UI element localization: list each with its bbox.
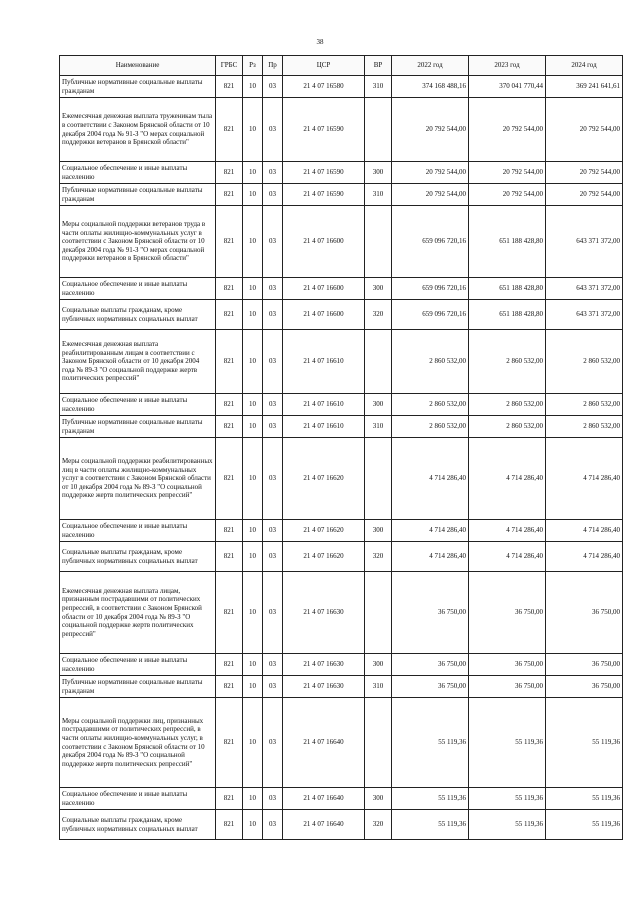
row-grbs: 821	[216, 654, 243, 676]
row-2022: 36 750,00	[392, 654, 469, 676]
table-row	[60, 184, 623, 206]
row-vr: 300	[365, 162, 392, 184]
row-csr: 21 4 07 16580	[283, 76, 365, 98]
row-name: Меры социальной поддержки лиц, признанных пострадавшими от политических репрессий, в части оплаты жилищно-коммунальных услуг, в соответствии с Законом Брянской области от 10 декабря 2004 года № 89-З "О социальной поддержке жертв политических репрессий"	[60, 698, 216, 788]
row-2022: 659 096 720,16	[392, 278, 469, 300]
row-csr: 21 4 07 16600	[283, 206, 365, 278]
row-name: Ежемесячная денежная выплата труженикам тыла в соответствии с Законом Брянской области от 10 декабря 2004 года № 91-З "О мерах социальной поддержки ветеранов в Брянской области"	[60, 98, 216, 162]
row-pr: 03	[263, 76, 283, 98]
row-2023: 4 714 286,40	[469, 542, 546, 572]
row-vr: 310	[365, 676, 392, 698]
row-2023: 2 860 532,00	[469, 416, 546, 438]
row-pr: 03	[263, 788, 283, 810]
row-grbs: 821	[216, 438, 243, 520]
row-pr: 03	[263, 698, 283, 788]
table-row	[60, 542, 623, 572]
row-vr: 310	[365, 184, 392, 206]
row-csr: 21 4 07 16590	[283, 184, 365, 206]
table-row	[60, 394, 623, 416]
row-2024: 55 119,36	[546, 698, 623, 788]
row-2023: 651 188 428,80	[469, 300, 546, 330]
row-csr: 21 4 07 16640	[283, 810, 365, 840]
row-2024: 20 792 544,00	[546, 184, 623, 206]
row-2022: 4 714 286,40	[392, 542, 469, 572]
row-vr	[365, 330, 392, 394]
row-2024: 4 714 286,40	[546, 520, 623, 542]
row-name: Публичные нормативные социальные выплаты гражданам	[60, 76, 216, 98]
row-csr: 21 4 07 16610	[283, 330, 365, 394]
row-rz: 10	[243, 654, 263, 676]
row-grbs: 821	[216, 162, 243, 184]
row-name: Меры социальной поддержки ветеранов труда в части оплаты жилищно-коммунальных услуг в соответствии с Законом Брянской области от 10 декабря 2004 года № 91-З "О мерах социальной поддержки ветеранов в Брянской области"	[60, 206, 216, 278]
row-2024: 20 792 544,00	[546, 98, 623, 162]
row-2022: 55 119,36	[392, 810, 469, 840]
row-pr: 03	[263, 810, 283, 840]
table-row	[60, 438, 623, 520]
row-2022: 659 096 720,16	[392, 300, 469, 330]
table-row	[60, 330, 623, 394]
header-2024: 2024 год	[546, 56, 623, 76]
row-rz: 10	[243, 330, 263, 394]
row-pr: 03	[263, 184, 283, 206]
row-name: Социальное обеспечение и иные выплаты населению	[60, 394, 216, 416]
row-name: Социальное обеспечение и иные выплаты населению	[60, 520, 216, 542]
row-2023: 370 041 770,44	[469, 76, 546, 98]
page-number: 38	[316, 38, 324, 46]
row-grbs: 821	[216, 698, 243, 788]
row-vr: 300	[365, 394, 392, 416]
row-2024: 643 371 372,00	[546, 300, 623, 330]
row-pr: 03	[263, 162, 283, 184]
row-pr: 03	[263, 206, 283, 278]
header-name: Наименование	[60, 56, 216, 76]
row-pr: 03	[263, 438, 283, 520]
row-name: Социальные выплаты гражданам, кроме публичных нормативных социальных выплат	[60, 810, 216, 840]
table-row	[60, 676, 623, 698]
row-2024: 2 860 532,00	[546, 330, 623, 394]
header-2022: 2022 год	[392, 56, 469, 76]
row-2024: 4 714 286,40	[546, 438, 623, 520]
table-row	[60, 654, 623, 676]
row-vr	[365, 206, 392, 278]
table-row	[60, 76, 623, 98]
row-2022: 4 714 286,40	[392, 520, 469, 542]
row-2023: 36 750,00	[469, 572, 546, 654]
row-grbs: 821	[216, 330, 243, 394]
row-rz: 10	[243, 394, 263, 416]
row-2024: 36 750,00	[546, 654, 623, 676]
row-pr: 03	[263, 278, 283, 300]
row-csr: 21 4 07 16630	[283, 654, 365, 676]
row-2022: 20 792 544,00	[392, 184, 469, 206]
header-pr: Пр	[263, 56, 283, 76]
row-rz: 10	[243, 542, 263, 572]
row-vr: 310	[365, 76, 392, 98]
row-2023: 4 714 286,40	[469, 520, 546, 542]
row-2022: 55 119,36	[392, 788, 469, 810]
row-2023: 55 119,36	[469, 810, 546, 840]
row-2024: 2 860 532,00	[546, 416, 623, 438]
row-rz: 10	[243, 98, 263, 162]
row-rz: 10	[243, 76, 263, 98]
table-row	[60, 98, 623, 162]
row-grbs: 821	[216, 278, 243, 300]
row-csr: 21 4 07 16590	[283, 162, 365, 184]
row-grbs: 821	[216, 542, 243, 572]
row-name: Социальные выплаты гражданам, кроме публичных нормативных социальных выплат	[60, 300, 216, 330]
row-2022: 36 750,00	[392, 676, 469, 698]
row-2022: 2 860 532,00	[392, 394, 469, 416]
row-name: Меры социальной поддержки реабилитированных лиц в части оплаты жилищно-коммунальных услуг в соответствии с Законом Брянской области от 10 декабря 2004 года № 89-З "О социальной поддержке жертв политических репрессий"	[60, 438, 216, 520]
row-grbs: 821	[216, 184, 243, 206]
row-2023: 651 188 428,80	[469, 278, 546, 300]
row-2023: 36 750,00	[469, 654, 546, 676]
row-name: Публичные нормативные социальные выплаты гражданам	[60, 184, 216, 206]
row-grbs: 821	[216, 206, 243, 278]
row-2022: 36 750,00	[392, 572, 469, 654]
row-2022: 2 860 532,00	[392, 330, 469, 394]
table-row	[60, 206, 623, 278]
row-pr: 03	[263, 300, 283, 330]
row-name: Социальные выплаты гражданам, кроме публичных нормативных социальных выплат	[60, 542, 216, 572]
row-2024: 643 371 372,00	[546, 206, 623, 278]
header-rz: Рз	[243, 56, 263, 76]
row-2022: 20 792 544,00	[392, 162, 469, 184]
row-rz: 10	[243, 676, 263, 698]
row-pr: 03	[263, 676, 283, 698]
row-2024: 55 119,36	[546, 788, 623, 810]
row-2024: 36 750,00	[546, 572, 623, 654]
row-vr: 300	[365, 520, 392, 542]
row-grbs: 821	[216, 572, 243, 654]
row-name: Социальное обеспечение и иные выплаты населению	[60, 654, 216, 676]
row-grbs: 821	[216, 676, 243, 698]
header-2023: 2023 год	[469, 56, 546, 76]
row-2023: 20 792 544,00	[469, 184, 546, 206]
row-2023: 4 714 286,40	[469, 438, 546, 520]
row-pr: 03	[263, 520, 283, 542]
row-rz: 10	[243, 300, 263, 330]
budget-table	[59, 55, 623, 840]
row-2023: 36 750,00	[469, 676, 546, 698]
row-2023: 2 860 532,00	[469, 330, 546, 394]
table-header-row	[60, 56, 623, 76]
row-pr: 03	[263, 654, 283, 676]
row-grbs: 821	[216, 300, 243, 330]
row-rz: 10	[243, 438, 263, 520]
row-grbs: 821	[216, 788, 243, 810]
row-name: Ежемесячная денежная выплата реабилитированным лицам в соответствии с Законом Брянской области от 10 декабря 2004 года № 89-З "О социальной поддержке жертв политических репрессий"	[60, 330, 216, 394]
row-vr: 300	[365, 654, 392, 676]
table-row	[60, 300, 623, 330]
row-csr: 21 4 07 16590	[283, 98, 365, 162]
row-2024: 2 860 532,00	[546, 394, 623, 416]
table-row	[60, 810, 623, 840]
row-csr: 21 4 07 16620	[283, 438, 365, 520]
table-row	[60, 698, 623, 788]
row-csr: 21 4 07 16600	[283, 300, 365, 330]
row-pr: 03	[263, 542, 283, 572]
row-rz: 10	[243, 788, 263, 810]
row-vr: 300	[365, 788, 392, 810]
row-csr: 21 4 07 16640	[283, 698, 365, 788]
table-row	[60, 162, 623, 184]
row-2023: 20 792 544,00	[469, 162, 546, 184]
row-pr: 03	[263, 330, 283, 394]
row-pr: 03	[263, 98, 283, 162]
header-csr: ЦСР	[283, 56, 365, 76]
row-rz: 10	[243, 206, 263, 278]
row-grbs: 821	[216, 98, 243, 162]
row-vr: 320	[365, 810, 392, 840]
row-2022: 4 714 286,40	[392, 438, 469, 520]
row-csr: 21 4 07 16640	[283, 788, 365, 810]
row-pr: 03	[263, 394, 283, 416]
row-rz: 10	[243, 572, 263, 654]
row-2023: 55 119,36	[469, 698, 546, 788]
row-vr	[365, 438, 392, 520]
row-2024: 643 371 372,00	[546, 278, 623, 300]
row-2024: 55 119,36	[546, 810, 623, 840]
row-grbs: 821	[216, 76, 243, 98]
row-2024: 36 750,00	[546, 676, 623, 698]
row-rz: 10	[243, 278, 263, 300]
row-vr	[365, 698, 392, 788]
row-pr: 03	[263, 572, 283, 654]
row-vr: 320	[365, 542, 392, 572]
header-grbs: ГРБС	[216, 56, 243, 76]
row-name: Ежемесячная денежная выплата лицам, признанным пострадавшими от политических репрессий, в соответствии с Законом Брянской области от 10 декабря 2004 года № 89-З "О социальной поддержке жертв политических репрессий"	[60, 572, 216, 654]
row-2023: 2 860 532,00	[469, 394, 546, 416]
row-2024: 20 792 544,00	[546, 162, 623, 184]
row-2022: 2 860 532,00	[392, 416, 469, 438]
row-2023: 55 119,36	[469, 788, 546, 810]
row-csr: 21 4 07 16630	[283, 572, 365, 654]
row-rz: 10	[243, 698, 263, 788]
row-2022: 374 168 488,16	[392, 76, 469, 98]
table-row	[60, 788, 623, 810]
row-2023: 20 792 544,00	[469, 98, 546, 162]
row-name: Публичные нормативные социальные выплаты гражданам	[60, 676, 216, 698]
row-grbs: 821	[216, 810, 243, 840]
table-row	[60, 416, 623, 438]
row-csr: 21 4 07 16620	[283, 542, 365, 572]
row-2023: 651 188 428,80	[469, 206, 546, 278]
row-grbs: 821	[216, 416, 243, 438]
row-grbs: 821	[216, 520, 243, 542]
row-rz: 10	[243, 162, 263, 184]
row-csr: 21 4 07 16620	[283, 520, 365, 542]
row-vr	[365, 98, 392, 162]
row-2022: 659 096 720,16	[392, 206, 469, 278]
row-csr: 21 4 07 16610	[283, 416, 365, 438]
row-grbs: 821	[216, 394, 243, 416]
row-vr	[365, 572, 392, 654]
row-rz: 10	[243, 810, 263, 840]
row-name: Публичные нормативные социальные выплаты гражданам	[60, 416, 216, 438]
row-rz: 10	[243, 520, 263, 542]
row-pr: 03	[263, 416, 283, 438]
row-csr: 21 4 07 16610	[283, 394, 365, 416]
table-row	[60, 572, 623, 654]
row-rz: 10	[243, 416, 263, 438]
row-rz: 10	[243, 184, 263, 206]
row-vr: 300	[365, 278, 392, 300]
header-vr: ВР	[365, 56, 392, 76]
table-row	[60, 520, 623, 542]
row-name: Социальное обеспечение и иные выплаты населению	[60, 788, 216, 810]
row-2022: 55 119,36	[392, 698, 469, 788]
row-vr: 310	[365, 416, 392, 438]
table-row	[60, 278, 623, 300]
row-2024: 369 241 641,61	[546, 76, 623, 98]
row-2024: 4 714 286,40	[546, 542, 623, 572]
row-csr: 21 4 07 16630	[283, 676, 365, 698]
row-name: Социальное обеспечение и иные выплаты населению	[60, 162, 216, 184]
row-csr: 21 4 07 16600	[283, 278, 365, 300]
row-2022: 20 792 544,00	[392, 98, 469, 162]
table-body	[60, 76, 623, 840]
row-name: Социальное обеспечение и иные выплаты населению	[60, 278, 216, 300]
row-vr: 320	[365, 300, 392, 330]
